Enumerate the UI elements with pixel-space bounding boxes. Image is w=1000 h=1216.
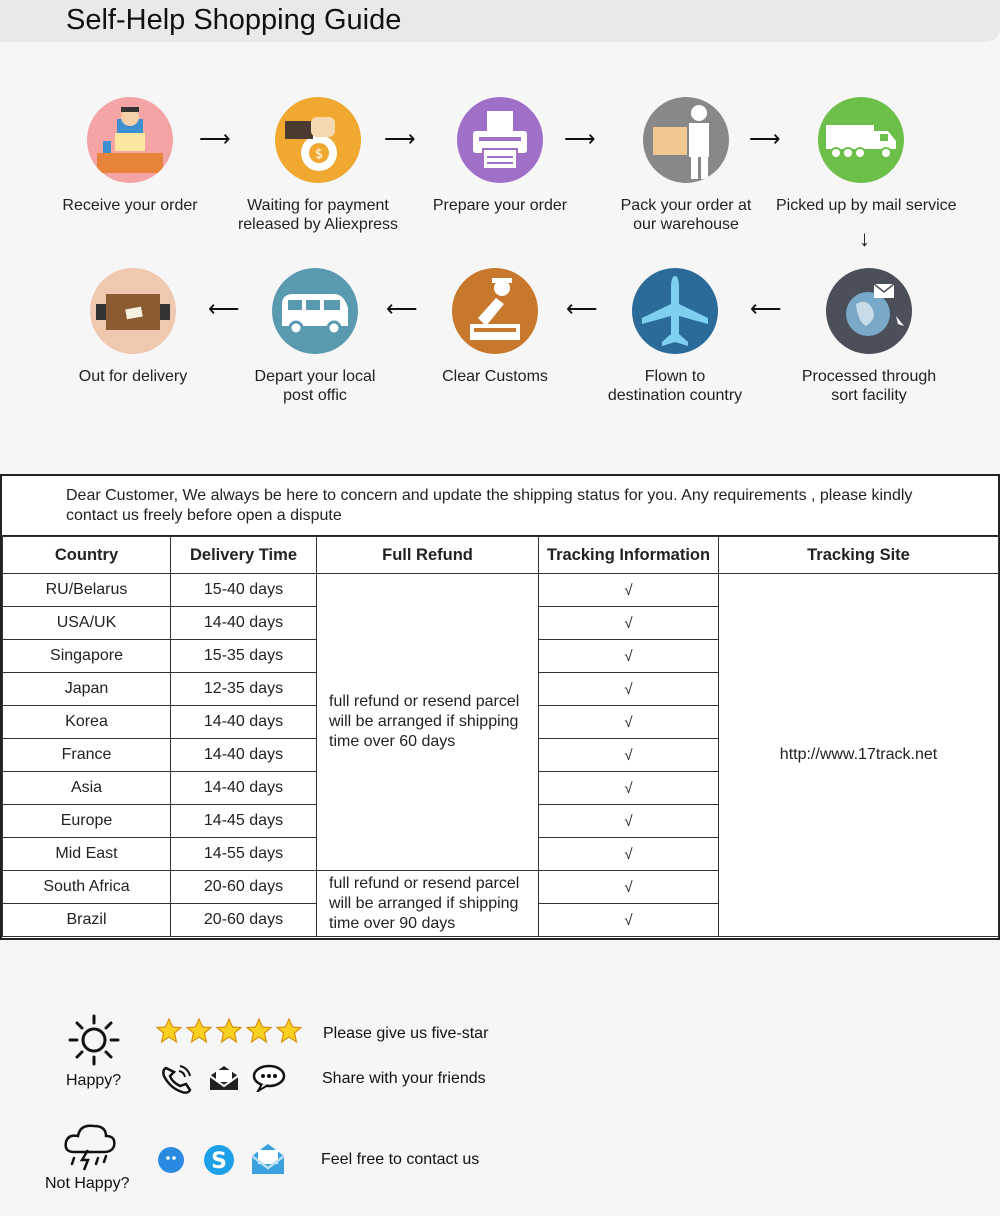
step-waiting-payment: [233, 97, 403, 234]
cell-time: 20-60 days: [171, 904, 317, 937]
shipping-table: [2, 536, 999, 937]
cell-country: Singapore: [3, 640, 171, 673]
step-label: Prepare your order: [432, 197, 568, 214]
step-label: Pack your order at our warehouse: [620, 197, 752, 233]
five-star-rating[interactable]: [156, 1018, 306, 1049]
payment-icon: [275, 97, 361, 183]
customer-notice: Dear Customer, We always be here to concern and update the shipping status for you. Any requirements , please kindly contact us freely before open a dispute: [2, 476, 998, 536]
step-clear-customs: [410, 268, 580, 386]
step-label: Out for delivery: [78, 368, 188, 385]
svg-text:$: $: [314, 147, 324, 162]
star-icon: [186, 1018, 212, 1044]
arrow-right-icon: ⟶: [384, 126, 416, 151]
step-label: Depart your local post offic: [254, 368, 376, 404]
skype-icon[interactable]: [202, 1143, 236, 1182]
cell-tracking: √: [539, 805, 719, 838]
arrow-right-icon: ⟶: [749, 126, 781, 151]
contact-text: Feel free to contact us: [321, 1151, 480, 1168]
cell-country: France: [3, 739, 171, 772]
arrow-left-icon: ⟵: [566, 296, 598, 321]
cell-country: Asia: [3, 772, 171, 805]
step-prepare-order: [415, 97, 585, 215]
storm-cloud-icon: [60, 1120, 120, 1177]
table-row: [3, 574, 999, 607]
arrow-left-icon: ⟵: [750, 296, 782, 321]
cell-refund-60: full refund or resend parcel will be arranged if shipping time over 60 days: [317, 574, 539, 871]
not-happy-label: Not Happy?: [45, 1175, 130, 1192]
star-icon: [276, 1018, 302, 1044]
cell-time: 14-40 days: [171, 706, 317, 739]
cell-tracking: √: [539, 673, 719, 706]
share-text: Share with your friends: [322, 1070, 486, 1087]
header-tracking-info: Tracking Information: [539, 537, 719, 574]
truck-icon: [818, 97, 904, 183]
step-label: Clear Customs: [442, 368, 548, 385]
airplane-icon: [632, 268, 718, 354]
cell-time: 14-40 days: [171, 607, 317, 640]
delivery-box-icon: [90, 268, 176, 354]
cell-tracking: √: [539, 838, 719, 871]
header-country: Country: [3, 537, 171, 574]
happy-label: Happy?: [66, 1072, 122, 1089]
cell-country: RU/Belarus: [3, 574, 171, 607]
cell-time: 14-55 days: [171, 838, 317, 871]
arrow-down-icon: ↓: [859, 226, 870, 251]
five-star-text: Please give us five-star: [323, 1025, 489, 1042]
sun-icon: [66, 1012, 122, 1073]
step-label: Receive your order: [62, 197, 198, 214]
header-delivery-time: Delivery Time: [171, 537, 317, 574]
step-picked-up: [776, 97, 957, 215]
cell-time: 15-40 days: [171, 574, 317, 607]
cell-country: Brazil: [3, 904, 171, 937]
arrow-right-icon: ⟶: [564, 126, 596, 151]
cell-tracking: √: [539, 772, 719, 805]
cell-tracking: √: [539, 607, 719, 640]
svg-text:S: S: [211, 1149, 227, 1174]
messenger-icon[interactable]: [156, 1145, 186, 1180]
cell-time: 15-35 days: [171, 640, 317, 673]
cell-country: Korea: [3, 706, 171, 739]
cell-tracking: √: [539, 904, 719, 937]
header-full-refund: Full Refund: [317, 537, 539, 574]
star-icon: [156, 1018, 182, 1044]
phone-icon[interactable]: [160, 1064, 194, 1099]
cell-refund-90: full refund or resend parcel will be arranged if shipping time over 90 days: [317, 871, 539, 937]
cell-country: Japan: [3, 673, 171, 706]
cell-country: South Africa: [3, 871, 171, 904]
receive-order-icon: [87, 97, 173, 183]
step-out-for-delivery: [48, 268, 218, 386]
step-label: Flown to destination country: [607, 368, 743, 404]
cell-tracking: √: [539, 574, 719, 607]
cell-country: Mid East: [3, 838, 171, 871]
star-icon: [216, 1018, 242, 1044]
step-pack-order: [601, 97, 771, 234]
customs-icon: [452, 268, 538, 354]
step-label: Waiting for payment released by Aliexpress: [237, 197, 399, 233]
cell-country: Europe: [3, 805, 171, 838]
step-sort-facility: [784, 268, 954, 405]
table-header-row: [3, 537, 999, 574]
email-envelope-icon[interactable]: [250, 1142, 286, 1181]
cell-tracking: √: [539, 871, 719, 904]
arrow-left-icon: ⟵: [386, 296, 418, 321]
arrow-left-icon: ⟵: [208, 296, 240, 321]
page-title: Self-Help Shopping Guide: [66, 4, 402, 36]
cell-tracking: √: [539, 640, 719, 673]
step-flown: [590, 268, 760, 405]
cell-time: 12-35 days: [171, 673, 317, 706]
printer-icon: [457, 97, 543, 183]
shipping-table-panel: [0, 474, 1000, 940]
star-icon: [246, 1018, 272, 1044]
header-tracking-site: Tracking Site: [719, 537, 999, 574]
cell-tracking: √: [539, 739, 719, 772]
cell-time: 14-40 days: [171, 772, 317, 805]
step-label: Processed through sort facility: [801, 368, 937, 404]
cell-time: 14-45 days: [171, 805, 317, 838]
mail-icon[interactable]: [208, 1064, 240, 1097]
tracking-site-link[interactable]: http://www.17track.net: [719, 574, 999, 937]
pack-icon: [643, 97, 729, 183]
cell-tracking: √: [539, 706, 719, 739]
chat-icon[interactable]: [252, 1064, 288, 1097]
cell-time: 14-40 days: [171, 739, 317, 772]
van-icon: [272, 268, 358, 354]
arrow-right-icon: ⟶: [199, 126, 231, 151]
globe-icon: [826, 268, 912, 354]
header-bar: [0, 0, 1000, 42]
step-label: Picked up by mail service: [776, 197, 957, 214]
cell-country: USA/UK: [3, 607, 171, 640]
step-receive-order: [45, 97, 215, 215]
step-depart-post: [230, 268, 400, 405]
cell-time: 20-60 days: [171, 871, 317, 904]
